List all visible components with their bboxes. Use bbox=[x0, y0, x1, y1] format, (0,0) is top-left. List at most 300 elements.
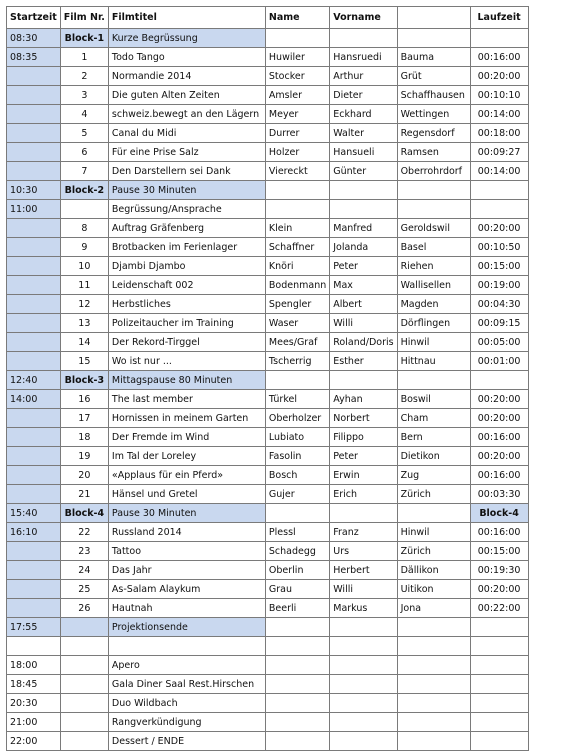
cell-startzeit bbox=[7, 333, 61, 352]
cell-film-nr: 26 bbox=[60, 599, 108, 618]
cell-startzeit bbox=[7, 105, 61, 124]
event-row bbox=[7, 713, 529, 732]
film-row bbox=[7, 124, 529, 143]
cell-vorname: Eckhard bbox=[330, 105, 397, 124]
cell-laufzeit: 00:14:00 bbox=[470, 105, 528, 124]
cell-filmtitel: Hänsel und Gretel bbox=[108, 485, 265, 504]
cell-film-nr: 20 bbox=[60, 466, 108, 485]
cell-vorname: Franz bbox=[330, 523, 397, 542]
cell-film-nr: 5 bbox=[60, 124, 108, 143]
cell-ort: Geroldswil bbox=[397, 219, 470, 238]
cell-filmtitel: Für eine Prise Salz bbox=[108, 143, 265, 162]
cell-laufzeit: 00:10:50 bbox=[470, 238, 528, 257]
cell-name bbox=[265, 713, 329, 732]
cell-startzeit: 08:35 bbox=[7, 48, 61, 67]
cell-film-nr: 25 bbox=[60, 580, 108, 599]
cell-filmtitel: As-Salam Alaykum bbox=[108, 580, 265, 599]
cell-film-nr: 23 bbox=[60, 542, 108, 561]
film-row bbox=[7, 200, 529, 219]
cell-startzeit: 16:10 bbox=[7, 523, 61, 542]
cell-name: Tscherrig bbox=[265, 352, 329, 371]
cell-film-nr: 21 bbox=[60, 485, 108, 504]
cell-ort bbox=[397, 637, 470, 656]
cell-film-nr: 6 bbox=[60, 143, 108, 162]
film-row bbox=[7, 599, 529, 618]
cell-name bbox=[265, 371, 329, 390]
cell-vorname: Willi bbox=[330, 580, 397, 599]
cell-startzeit bbox=[7, 599, 61, 618]
cell-filmtitel: Todo Tango bbox=[108, 48, 265, 67]
cell-startzeit bbox=[7, 314, 61, 333]
cell-name: Knöri bbox=[265, 257, 329, 276]
cell-name: Meyer bbox=[265, 105, 329, 124]
cell-filmtitel: Duo Wildbach bbox=[108, 694, 265, 713]
cell-filmtitel: Dessert / ENDE bbox=[108, 732, 265, 751]
cell-film-nr: 15 bbox=[60, 352, 108, 371]
cell-laufzeit: 00:20:00 bbox=[470, 409, 528, 428]
cell-laufzeit: 00:19:00 bbox=[470, 276, 528, 295]
cell-ort: Dörflingen bbox=[397, 314, 470, 333]
cell-startzeit bbox=[7, 219, 61, 238]
cell-ort: Jona bbox=[397, 599, 470, 618]
cell-vorname: Dieter bbox=[330, 86, 397, 105]
cell-laufzeit bbox=[470, 656, 528, 675]
cell-filmtitel: Die guten Alten Zeiten bbox=[108, 86, 265, 105]
cell-vorname: Ayhan bbox=[330, 390, 397, 409]
cell-laufzeit: 00:16:00 bbox=[470, 428, 528, 447]
cell-vorname: Esther bbox=[330, 352, 397, 371]
cell-name: Klein bbox=[265, 219, 329, 238]
cell-ort: Zürich bbox=[397, 542, 470, 561]
block-row bbox=[7, 504, 529, 523]
cell-filmtitel: Herbstliches bbox=[108, 295, 265, 314]
cell-name bbox=[265, 694, 329, 713]
cell-startzeit: 14:00 bbox=[7, 390, 61, 409]
cell-ort: Zürich bbox=[397, 485, 470, 504]
cell-laufzeit: 00:10:10 bbox=[470, 86, 528, 105]
film-row bbox=[7, 352, 529, 371]
cell-laufzeit: Block-4 bbox=[470, 504, 528, 523]
cell-laufzeit: 00:04:30 bbox=[470, 295, 528, 314]
cell-startzeit: 10:30 bbox=[7, 181, 61, 200]
cell-film-nr bbox=[60, 656, 108, 675]
cell-laufzeit: 00:20:00 bbox=[470, 219, 528, 238]
cell-startzeit: 08:30 bbox=[7, 29, 61, 48]
cell-ort: Oberrohrdorf bbox=[397, 162, 470, 181]
cell-film-nr: 12 bbox=[60, 295, 108, 314]
cell-film-nr: 14 bbox=[60, 333, 108, 352]
table-header-row bbox=[7, 7, 529, 29]
film-row bbox=[7, 276, 529, 295]
block-row bbox=[7, 181, 529, 200]
cell-vorname bbox=[330, 29, 397, 48]
film-row bbox=[7, 523, 529, 542]
film-row bbox=[7, 48, 529, 67]
cell-ort: Zug bbox=[397, 466, 470, 485]
cell-startzeit: 20:30 bbox=[7, 694, 61, 713]
cell-startzeit bbox=[7, 409, 61, 428]
cell-startzeit bbox=[7, 124, 61, 143]
cell-filmtitel: Leidenschaft 002 bbox=[108, 276, 265, 295]
cell-ort: Schaffhausen bbox=[397, 86, 470, 105]
cell-laufzeit: 00:05:00 bbox=[470, 333, 528, 352]
cell-name: Türkel bbox=[265, 390, 329, 409]
cell-ort: Uitikon bbox=[397, 580, 470, 599]
cell-startzeit: 18:45 bbox=[7, 675, 61, 694]
cell-startzeit bbox=[7, 295, 61, 314]
cell-film-nr bbox=[60, 675, 108, 694]
cell-name bbox=[265, 637, 329, 656]
cell-filmtitel: Canal du Midi bbox=[108, 124, 265, 143]
cell-laufzeit: 00:19:30 bbox=[470, 561, 528, 580]
cell-film-nr: Block-1 bbox=[60, 29, 108, 48]
cell-vorname: Filippo bbox=[330, 428, 397, 447]
cell-name bbox=[265, 29, 329, 48]
cell-laufzeit: 00:20:00 bbox=[470, 67, 528, 86]
film-row bbox=[7, 466, 529, 485]
cell-name: Mees/Graf bbox=[265, 333, 329, 352]
block-row bbox=[7, 29, 529, 48]
cell-laufzeit: 00:15:00 bbox=[470, 257, 528, 276]
cell-film-nr: 4 bbox=[60, 105, 108, 124]
cell-film-nr: Block-3 bbox=[60, 371, 108, 390]
cell-vorname bbox=[330, 713, 397, 732]
cell-name bbox=[265, 656, 329, 675]
cell-startzeit bbox=[7, 67, 61, 86]
cell-startzeit bbox=[7, 257, 61, 276]
cell-vorname bbox=[330, 637, 397, 656]
cell-vorname: Norbert bbox=[330, 409, 397, 428]
cell-name: Schaffner bbox=[265, 238, 329, 257]
cell-name: Plessl bbox=[265, 523, 329, 542]
header-laufzeit: Laufzeit bbox=[470, 7, 528, 29]
cell-ort: Dällikon bbox=[397, 561, 470, 580]
cell-startzeit: 11:00 bbox=[7, 200, 61, 219]
cell-filmtitel bbox=[108, 637, 265, 656]
cell-ort bbox=[397, 200, 470, 219]
cell-startzeit: 15:40 bbox=[7, 504, 61, 523]
cell-filmtitel: Russland 2014 bbox=[108, 523, 265, 542]
cell-filmtitel: Wo ist nur ... bbox=[108, 352, 265, 371]
cell-laufzeit: 00:01:00 bbox=[470, 352, 528, 371]
cell-film-nr bbox=[60, 200, 108, 219]
cell-startzeit: 17:55 bbox=[7, 618, 61, 637]
cell-ort bbox=[397, 732, 470, 751]
blank-row bbox=[7, 637, 529, 656]
film-row bbox=[7, 219, 529, 238]
block-row bbox=[7, 371, 529, 390]
cell-filmtitel: Gala Diner Saal Rest.Hirschen bbox=[108, 675, 265, 694]
cell-vorname: Jolanda bbox=[330, 238, 397, 257]
cell-film-nr bbox=[60, 637, 108, 656]
cell-film-nr: 2 bbox=[60, 67, 108, 86]
cell-film-nr bbox=[60, 694, 108, 713]
cell-filmtitel: Pause 30 Minuten bbox=[108, 504, 265, 523]
cell-vorname: Roland/Doris bbox=[330, 333, 397, 352]
program-table-body bbox=[7, 7, 529, 751]
cell-ort bbox=[397, 656, 470, 675]
cell-ort: Dietikon bbox=[397, 447, 470, 466]
cell-laufzeit bbox=[470, 29, 528, 48]
cell-ort: Hinwil bbox=[397, 333, 470, 352]
header-vorname: Vorname bbox=[330, 7, 397, 29]
cell-filmtitel: Pause 30 Minuten bbox=[108, 181, 265, 200]
cell-laufzeit bbox=[470, 181, 528, 200]
cell-vorname bbox=[330, 656, 397, 675]
cell-ort: Regensdorf bbox=[397, 124, 470, 143]
cell-ort: Hittnau bbox=[397, 352, 470, 371]
cell-vorname: Max bbox=[330, 276, 397, 295]
header-ort bbox=[397, 7, 470, 29]
cell-name: Bodenmann bbox=[265, 276, 329, 295]
cell-name: Lubiato bbox=[265, 428, 329, 447]
cell-vorname: Walter bbox=[330, 124, 397, 143]
cell-filmtitel: Brotbacken im Ferienlager bbox=[108, 238, 265, 257]
cell-name: Huwiler bbox=[265, 48, 329, 67]
cell-vorname: Urs bbox=[330, 542, 397, 561]
cell-name bbox=[265, 504, 329, 523]
cell-vorname: Günter bbox=[330, 162, 397, 181]
cell-vorname: Arthur bbox=[330, 67, 397, 86]
cell-laufzeit: 00:20:00 bbox=[470, 580, 528, 599]
block-row bbox=[7, 618, 529, 637]
cell-name: Durrer bbox=[265, 124, 329, 143]
cell-filmtitel: Tattoo bbox=[108, 542, 265, 561]
film-row bbox=[7, 162, 529, 181]
film-row bbox=[7, 390, 529, 409]
film-row bbox=[7, 295, 529, 314]
cell-filmtitel: Rangverkündigung bbox=[108, 713, 265, 732]
film-row bbox=[7, 542, 529, 561]
cell-ort bbox=[397, 694, 470, 713]
cell-name: Holzer bbox=[265, 143, 329, 162]
cell-name: Spengler bbox=[265, 295, 329, 314]
cell-vorname: Willi bbox=[330, 314, 397, 333]
cell-film-nr: 10 bbox=[60, 257, 108, 276]
cell-vorname: Erich bbox=[330, 485, 397, 504]
cell-vorname: Markus bbox=[330, 599, 397, 618]
cell-ort bbox=[397, 371, 470, 390]
cell-vorname bbox=[330, 675, 397, 694]
cell-laufzeit: 00:18:00 bbox=[470, 124, 528, 143]
cell-ort: Basel bbox=[397, 238, 470, 257]
cell-startzeit bbox=[7, 561, 61, 580]
cell-filmtitel: Hautnah bbox=[108, 599, 265, 618]
cell-vorname bbox=[330, 618, 397, 637]
cell-laufzeit: 00:03:30 bbox=[470, 485, 528, 504]
cell-ort: Magden bbox=[397, 295, 470, 314]
cell-ort: Bern bbox=[397, 428, 470, 447]
cell-filmtitel: Normandie 2014 bbox=[108, 67, 265, 86]
cell-vorname: Manfred bbox=[330, 219, 397, 238]
cell-ort bbox=[397, 504, 470, 523]
cell-filmtitel: The last member bbox=[108, 390, 265, 409]
cell-film-nr bbox=[60, 713, 108, 732]
cell-laufzeit: 00:15:00 bbox=[470, 542, 528, 561]
cell-ort bbox=[397, 29, 470, 48]
cell-laufzeit: 00:16:00 bbox=[470, 48, 528, 67]
cell-laufzeit: 00:20:00 bbox=[470, 390, 528, 409]
cell-name: Schadegg bbox=[265, 542, 329, 561]
cell-name: Grau bbox=[265, 580, 329, 599]
cell-ort bbox=[397, 181, 470, 200]
cell-filmtitel: Hornissen in meinem Garten bbox=[108, 409, 265, 428]
cell-vorname bbox=[330, 504, 397, 523]
event-row bbox=[7, 675, 529, 694]
film-row bbox=[7, 86, 529, 105]
cell-filmtitel: schweiz.bewegt an den Lägern bbox=[108, 105, 265, 124]
program-sheet bbox=[6, 6, 529, 751]
cell-startzeit bbox=[7, 143, 61, 162]
film-row bbox=[7, 67, 529, 86]
cell-vorname bbox=[330, 732, 397, 751]
cell-startzeit bbox=[7, 542, 61, 561]
film-row bbox=[7, 561, 529, 580]
film-row bbox=[7, 409, 529, 428]
cell-laufzeit: 00:20:00 bbox=[470, 447, 528, 466]
cell-laufzeit: 00:14:00 bbox=[470, 162, 528, 181]
cell-film-nr: 18 bbox=[60, 428, 108, 447]
cell-vorname: Herbert bbox=[330, 561, 397, 580]
cell-film-nr: 17 bbox=[60, 409, 108, 428]
cell-name: Viereckt bbox=[265, 162, 329, 181]
cell-filmtitel: Im Tal der Loreley bbox=[108, 447, 265, 466]
cell-laufzeit bbox=[470, 637, 528, 656]
cell-startzeit bbox=[7, 580, 61, 599]
film-row bbox=[7, 238, 529, 257]
cell-startzeit bbox=[7, 276, 61, 295]
cell-startzeit bbox=[7, 162, 61, 181]
cell-name: Stocker bbox=[265, 67, 329, 86]
cell-vorname: Albert bbox=[330, 295, 397, 314]
cell-vorname: Peter bbox=[330, 257, 397, 276]
cell-film-nr: 11 bbox=[60, 276, 108, 295]
cell-vorname: Hansruedi bbox=[330, 48, 397, 67]
cell-film-nr: 22 bbox=[60, 523, 108, 542]
cell-laufzeit bbox=[470, 694, 528, 713]
cell-ort bbox=[397, 713, 470, 732]
event-row bbox=[7, 656, 529, 675]
header-filmtitel: Filmtitel bbox=[108, 7, 265, 29]
cell-filmtitel: Polizeitaucher im Training bbox=[108, 314, 265, 333]
cell-film-nr: Block-2 bbox=[60, 181, 108, 200]
cell-film-nr: Block-4 bbox=[60, 504, 108, 523]
cell-name: Gujer bbox=[265, 485, 329, 504]
cell-name bbox=[265, 200, 329, 219]
cell-film-nr: 19 bbox=[60, 447, 108, 466]
cell-startzeit: 12:40 bbox=[7, 371, 61, 390]
header-film-nr: Film Nr. bbox=[60, 7, 108, 29]
cell-startzeit bbox=[7, 352, 61, 371]
cell-laufzeit: 00:09:15 bbox=[470, 314, 528, 333]
cell-film-nr: 13 bbox=[60, 314, 108, 333]
film-row bbox=[7, 257, 529, 276]
cell-name bbox=[265, 675, 329, 694]
film-row bbox=[7, 485, 529, 504]
cell-filmtitel: Auftrag Gräfenberg bbox=[108, 219, 265, 238]
cell-name: Oberlin bbox=[265, 561, 329, 580]
cell-filmtitel: Das Jahr bbox=[108, 561, 265, 580]
cell-vorname: Peter bbox=[330, 447, 397, 466]
event-row bbox=[7, 732, 529, 751]
cell-filmtitel: Den Darstellern sei Dank bbox=[108, 162, 265, 181]
cell-film-nr: 8 bbox=[60, 219, 108, 238]
cell-film-nr bbox=[60, 618, 108, 637]
cell-laufzeit: 00:16:00 bbox=[470, 523, 528, 542]
cell-laufzeit: 00:22:00 bbox=[470, 599, 528, 618]
cell-filmtitel: Begrüssung/Ansprache bbox=[108, 200, 265, 219]
cell-filmtitel: Mittagspause 80 Minuten bbox=[108, 371, 265, 390]
cell-ort bbox=[397, 675, 470, 694]
cell-startzeit: 22:00 bbox=[7, 732, 61, 751]
cell-name: Fasolin bbox=[265, 447, 329, 466]
cell-startzeit: 18:00 bbox=[7, 656, 61, 675]
cell-laufzeit bbox=[470, 200, 528, 219]
cell-vorname bbox=[330, 371, 397, 390]
cell-filmtitel: Apero bbox=[108, 656, 265, 675]
film-row bbox=[7, 447, 529, 466]
cell-filmtitel: Der Rekord-Tirggel bbox=[108, 333, 265, 352]
cell-name bbox=[265, 732, 329, 751]
cell-ort: Grüt bbox=[397, 67, 470, 86]
cell-ort: Bauma bbox=[397, 48, 470, 67]
cell-filmtitel: «Applaus für ein Pferd» bbox=[108, 466, 265, 485]
header-name: Name bbox=[265, 7, 329, 29]
cell-startzeit bbox=[7, 447, 61, 466]
cell-startzeit: 21:00 bbox=[7, 713, 61, 732]
cell-startzeit bbox=[7, 466, 61, 485]
cell-vorname: Erwin bbox=[330, 466, 397, 485]
film-row bbox=[7, 333, 529, 352]
event-row bbox=[7, 694, 529, 713]
cell-vorname: Hansueli bbox=[330, 143, 397, 162]
cell-ort: Riehen bbox=[397, 257, 470, 276]
cell-laufzeit: 00:09:27 bbox=[470, 143, 528, 162]
cell-laufzeit bbox=[470, 371, 528, 390]
film-row bbox=[7, 314, 529, 333]
cell-laufzeit bbox=[470, 675, 528, 694]
cell-film-nr: 24 bbox=[60, 561, 108, 580]
header-startzeit: Startzeit bbox=[7, 7, 61, 29]
cell-film-nr: 3 bbox=[60, 86, 108, 105]
program-table bbox=[6, 6, 529, 751]
film-row bbox=[7, 143, 529, 162]
cell-name bbox=[265, 181, 329, 200]
cell-name: Waser bbox=[265, 314, 329, 333]
cell-vorname bbox=[330, 181, 397, 200]
cell-startzeit bbox=[7, 428, 61, 447]
cell-laufzeit: 00:16:00 bbox=[470, 466, 528, 485]
cell-name: Oberholzer bbox=[265, 409, 329, 428]
cell-vorname bbox=[330, 200, 397, 219]
cell-filmtitel: Djambi Djambo bbox=[108, 257, 265, 276]
cell-name: Amsler bbox=[265, 86, 329, 105]
cell-ort: Cham bbox=[397, 409, 470, 428]
cell-filmtitel: Kurze Begrüssung bbox=[108, 29, 265, 48]
cell-ort: Wallisellen bbox=[397, 276, 470, 295]
cell-ort bbox=[397, 618, 470, 637]
cell-startzeit bbox=[7, 485, 61, 504]
cell-ort: Wettingen bbox=[397, 105, 470, 124]
cell-startzeit bbox=[7, 238, 61, 257]
cell-film-nr: 1 bbox=[60, 48, 108, 67]
cell-name: Beerli bbox=[265, 599, 329, 618]
cell-ort: Boswil bbox=[397, 390, 470, 409]
cell-name bbox=[265, 618, 329, 637]
cell-film-nr: 9 bbox=[60, 238, 108, 257]
cell-ort: Ramsen bbox=[397, 143, 470, 162]
cell-startzeit bbox=[7, 86, 61, 105]
